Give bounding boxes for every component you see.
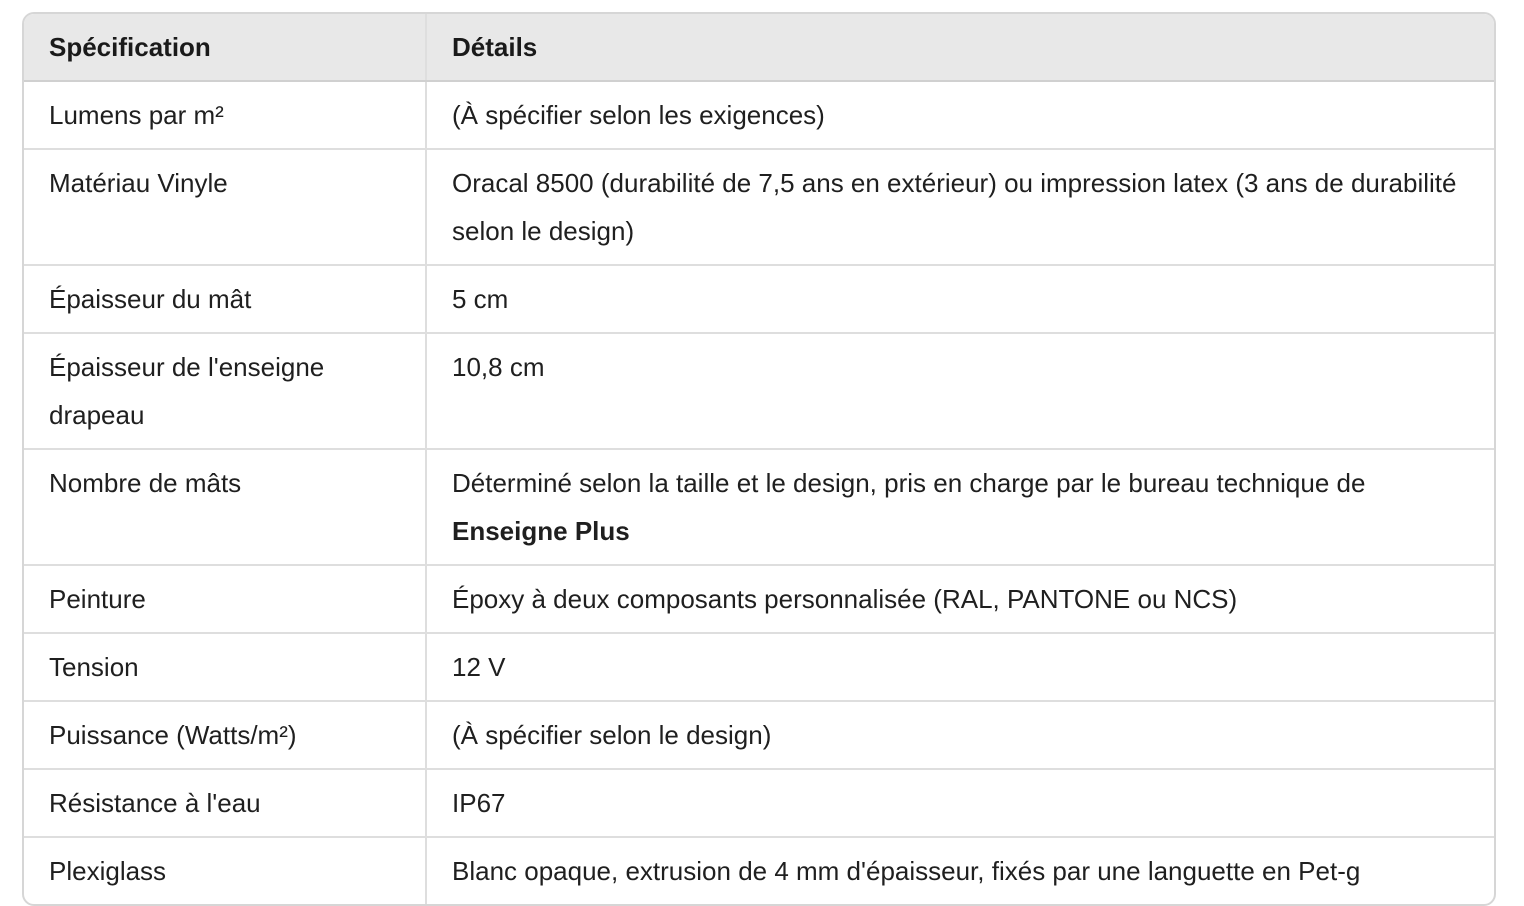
details-cell: (À spécifier selon le design) (426, 701, 1494, 769)
spec-table (24, 14, 1494, 904)
spec-cell: Matériau Vinyle (24, 149, 426, 265)
details-cell: Blanc opaque, extrusion de 4 mm d'épaisseur, fixés par une languette en Pet-g (452, 856, 1361, 886)
spec-cell: Tension (24, 633, 426, 701)
table-row (24, 449, 1494, 565)
table-row (24, 701, 1494, 769)
spec-cell: Nombre de mâts (24, 449, 426, 565)
spec-cell: Lumens par m² (24, 81, 426, 149)
spec-cell: Épaisseur de l'enseigne drapeau (24, 333, 426, 449)
table-row (24, 837, 1494, 904)
details-cell: Oracal 8500 (durabilité de 7,5 ans en extérieur) ou impression latex (3 ans de durabilité selon le design) (426, 149, 1494, 265)
spec-cell: Puissance (Watts/m²) (24, 701, 426, 769)
details-cell (426, 449, 1494, 565)
header-specification: Spécification (24, 14, 426, 81)
details-cell: Époxy à deux composants personnalisée (RAL, PANTONE ou NCS) (426, 565, 1494, 633)
details-cell: 10,8 cm (426, 333, 1494, 449)
table-row (24, 769, 1494, 837)
spec-cell: Résistance à l'eau (24, 769, 426, 837)
details-cell: IP67 (426, 769, 1494, 837)
spec-table-container (22, 12, 1496, 906)
table-header-row (24, 14, 1494, 81)
table-row (24, 81, 1494, 149)
spec-cell: Épaisseur du mât (24, 265, 426, 333)
details-cell: 5 cm (426, 265, 1494, 333)
table-row (24, 633, 1494, 701)
table-row (24, 149, 1494, 265)
spec-cell: Peinture (24, 565, 426, 633)
details-cell: (À spécifier selon les exigences) (426, 81, 1494, 149)
details-cell: 12 V (426, 633, 1494, 701)
table-row (24, 265, 1494, 333)
header-details: Détails (426, 14, 1494, 81)
table-row (24, 333, 1494, 449)
company-name: Enseigne Plus (452, 516, 630, 546)
table-row (24, 565, 1494, 633)
spec-cell: Plexiglass (24, 837, 426, 904)
details-text: Déterminé selon la taille et le design, pris en charge par le bureau technique de (452, 468, 1366, 498)
